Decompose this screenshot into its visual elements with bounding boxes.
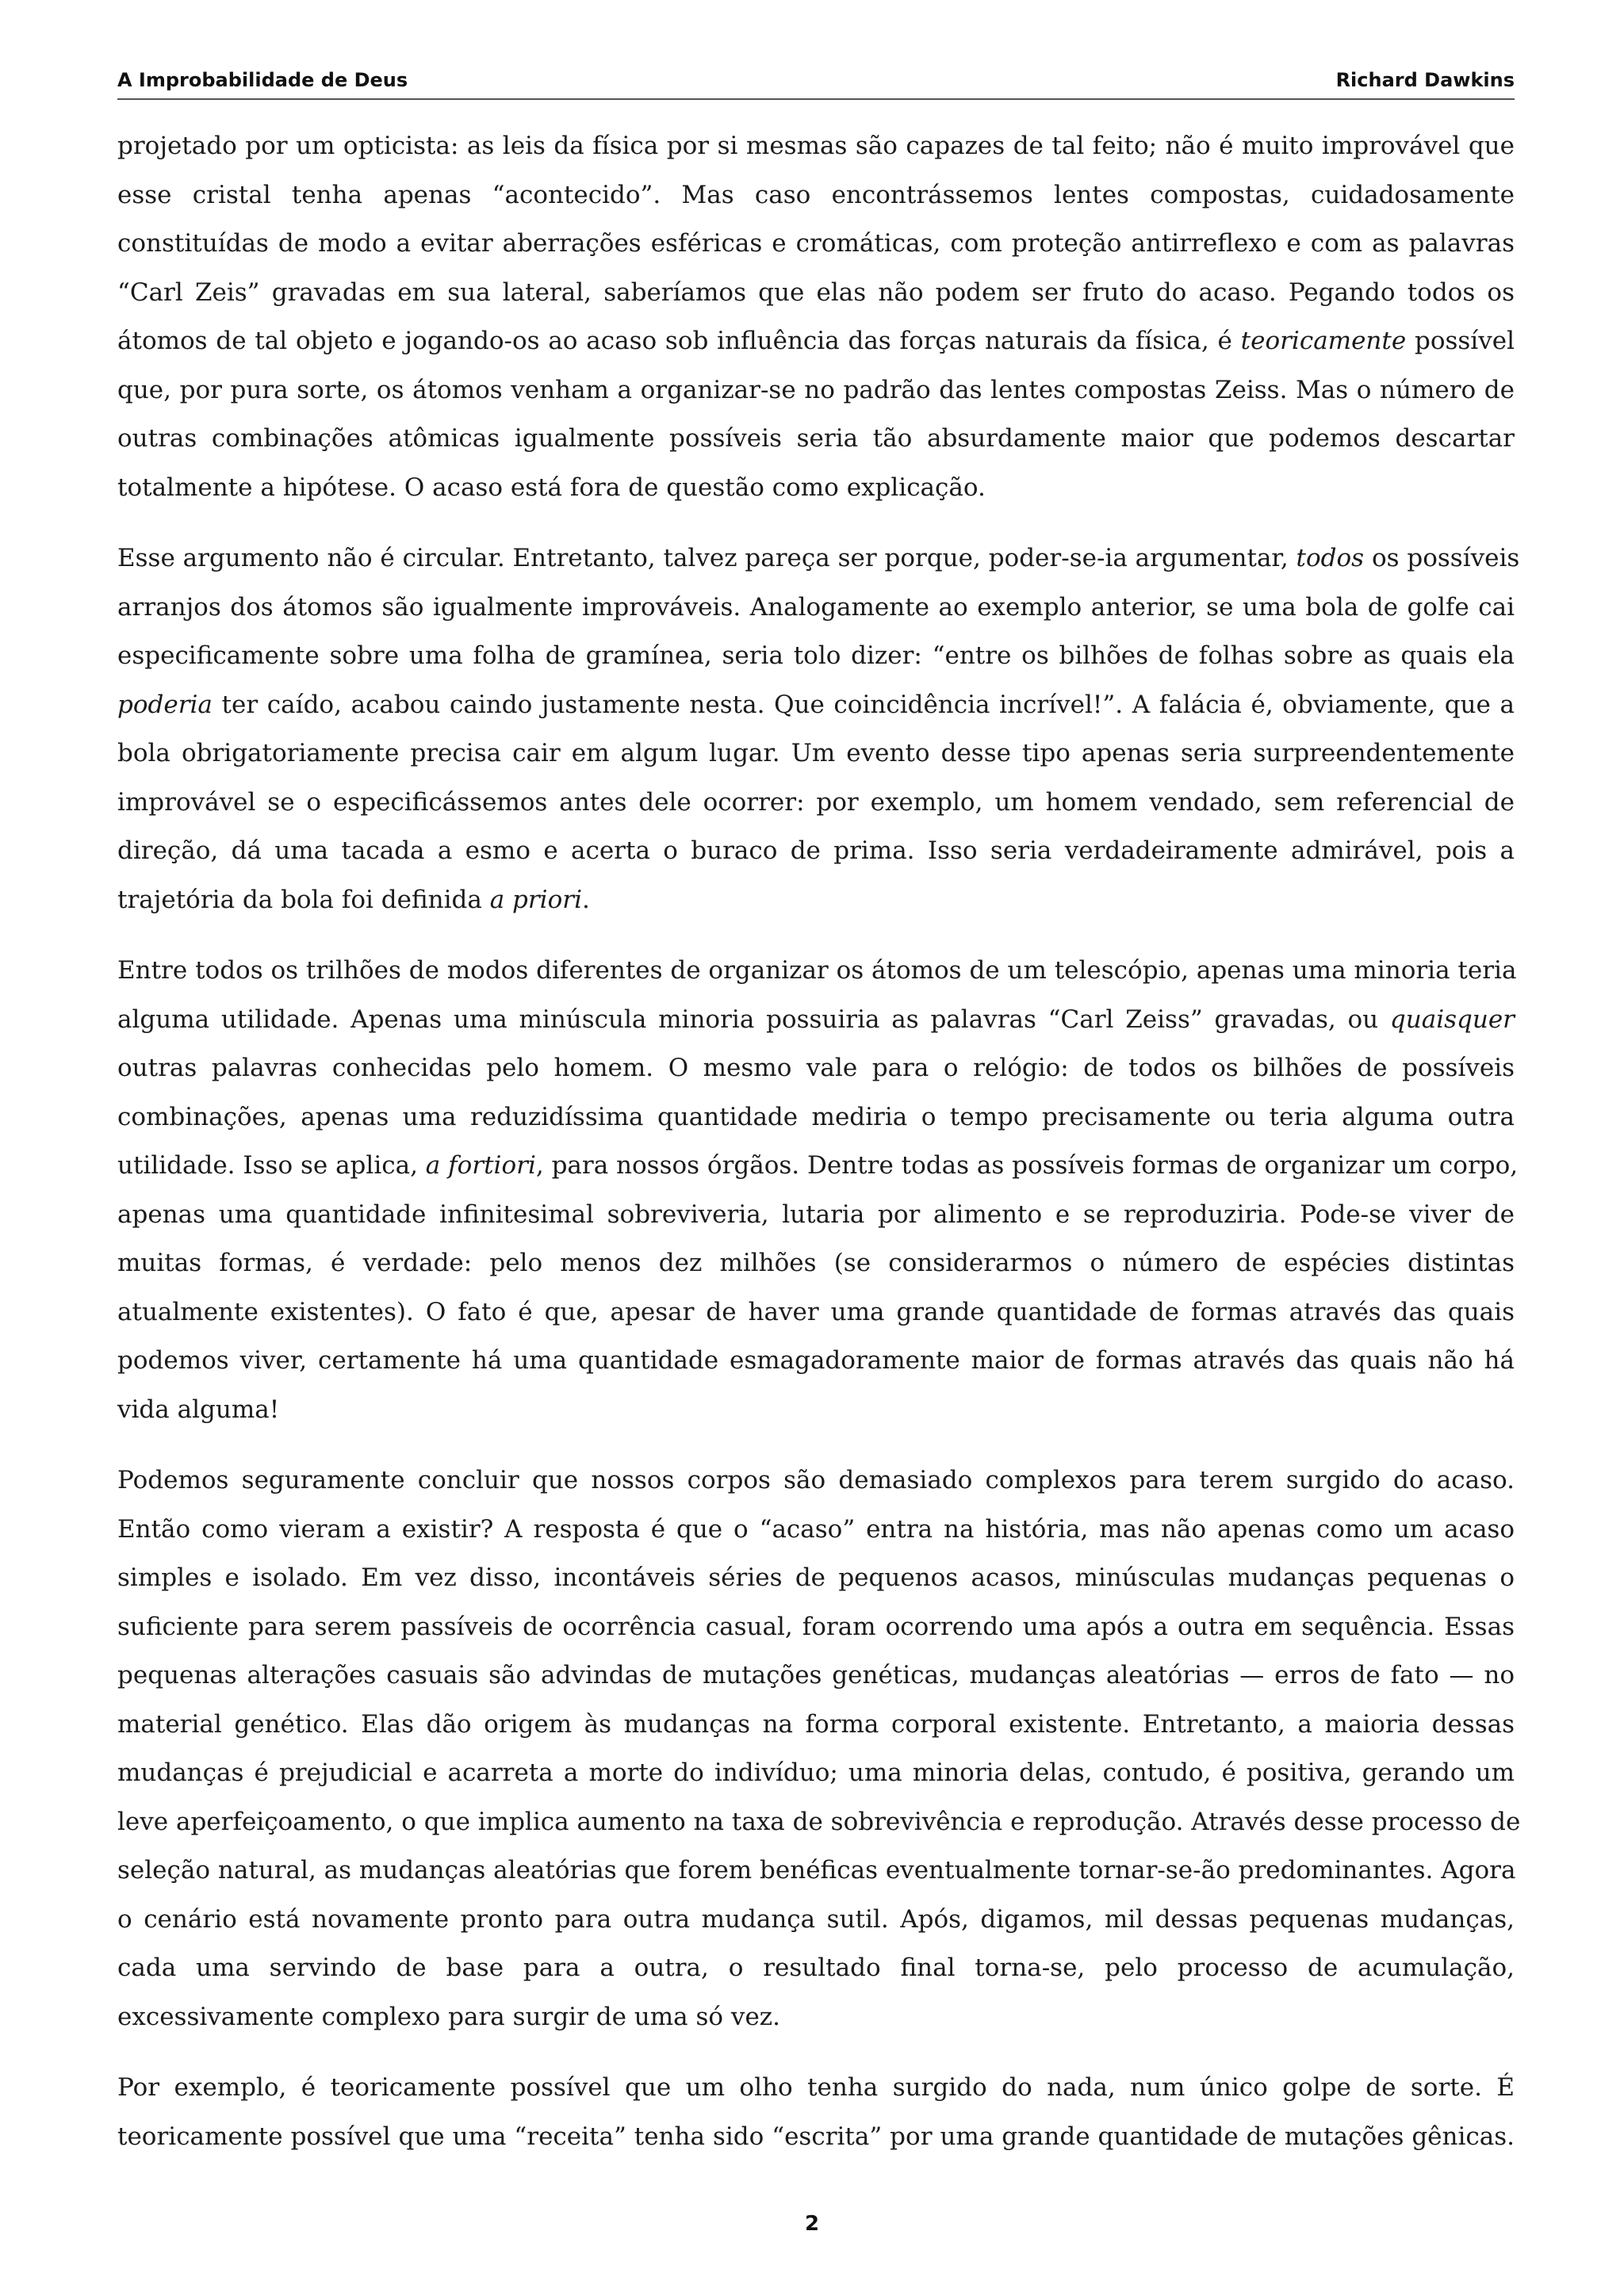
- text-line: [117, 269, 1515, 318]
- text-line: [117, 1386, 1515, 1435]
- text-run: leve aperfeiçoamento, o que implica aumento na taxa de sobrevivência e reprodução. Através desse processo de: [117, 1807, 1521, 1836]
- text-line: [117, 415, 1515, 464]
- text-line: [117, 947, 1515, 996]
- text-line: [117, 317, 1515, 366]
- text-run: vida alguma!: [117, 1395, 280, 1424]
- text-line: [117, 1288, 1515, 1337]
- text-run: pequenas alterações casuais são advindas de mutações genéticas, mudanças aleatórias — erros de fato — no: [117, 1661, 1515, 1689]
- text-line: [117, 220, 1515, 269]
- text-line: [117, 1944, 1515, 1993]
- text-line: [117, 1239, 1515, 1288]
- text-run: átomos de tal objeto e jogando-os ao acaso sob influência das forças naturais da física, é: [117, 327, 1241, 355]
- text-run: outras combinações atômicas igualmente possíveis seria tão absurdamente maior que podemos descartar: [117, 424, 1515, 453]
- text-line: [117, 1749, 1515, 1798]
- text-run: Podemos seguramente concluir que nossos corpos são demasiado complexos para terem surgido do acaso.: [117, 1466, 1515, 1494]
- text-run: apenas uma quantidade infinitesimal sobreviveria, lutaria por alimento e se reproduziria. Pode-se viver de: [117, 1200, 1515, 1229]
- text-run: utilidade. Isso se aplica,: [117, 1151, 426, 1180]
- text-line: [117, 1798, 1521, 1847]
- running-header: [117, 68, 1515, 100]
- paragraph: [117, 947, 1519, 1434]
- text-run: arranjos dos átomos são igualmente improváveis. Analogamente ao exemplo anterior, se uma bola de golfe cai: [117, 592, 1515, 622]
- text-run: o cenário está novamente pronto para outra mudança sutil. Após, digamos, mil dessas pequenas mudanças,: [117, 1904, 1515, 1934]
- text-line: [117, 1993, 1515, 2042]
- text-line: [117, 1191, 1515, 1240]
- text-line: [117, 464, 1515, 513]
- text-line: [117, 1846, 1515, 1896]
- text-run: Então como vieram a existir? A resposta é que o “acaso” entra na história, mas não apenas como um acaso: [117, 1514, 1515, 1544]
- text-line: [117, 729, 1515, 779]
- text-line: [117, 2113, 1515, 2162]
- paragraph: [117, 534, 1520, 924]
- text-run: mudanças é prejudicial e acarreta a morte do indivíduo; uma minoria delas, contudo, é positiva, gerando um: [117, 1758, 1515, 1787]
- text-run: totalmente a hipótese. O acaso está fora de questão como explicação.: [117, 473, 986, 502]
- text-run: constituídas de modo a evitar aberrações esféricas e cromáticas, com proteção antirreflexo e com as palavras: [117, 229, 1515, 258]
- text-run: Por exemplo, é teoricamente possível que um olho tenha surgido do nada, num único golpe de sorte. É: [117, 2073, 1515, 2102]
- text-run: teoricamente possível que uma “receita” tenha sido “escrita” por uma grande quantidade de mutações gênicas.: [117, 2122, 1515, 2151]
- text-line: [117, 122, 1515, 171]
- text-line: [117, 827, 1515, 876]
- text-line: [117, 366, 1515, 415]
- text-line: [117, 1701, 1515, 1750]
- text-run: projetado por um opticista: as leis da física por si mesmas são capazes de tal feito; não é muito improvável que: [117, 132, 1515, 160]
- text-line: [117, 1337, 1515, 1386]
- text-run: direção, dá uma tacada a esmo e acerta o buraco de prima. Isso seria verdadeiramente admirável, pois a: [117, 836, 1515, 865]
- text-run: combinações, apenas uma reduzidíssima quantidade mediria o tempo precisamente ou teria alguma outra: [117, 1102, 1515, 1131]
- text-line: [117, 534, 1520, 584]
- text-line: [117, 1044, 1515, 1093]
- text-line: [117, 1603, 1515, 1652]
- paragraph: [117, 2064, 1515, 2161]
- italic-text: teoricamente: [1240, 327, 1407, 355]
- text-line: [117, 2064, 1515, 2113]
- text-run: Esse argumento não é circular. Entretanto, talvez pareça ser porque, poder-se-ia argumentar,: [117, 544, 1297, 572]
- italic-text: poderia: [117, 690, 213, 719]
- text-line: [117, 1896, 1515, 1945]
- text-run: material genético. Elas dão origem às mudanças na forma corporal existente. Entretanto, a maioria dessas: [117, 1709, 1515, 1739]
- text-line: [117, 1506, 1515, 1555]
- page-number: 2: [804, 2212, 820, 2236]
- text-run: esse cristal tenha apenas “acontecido”. Mas caso encontrássemos lentes compostas, cuidadosamente: [117, 180, 1515, 209]
- text-run: Entre todos os trilhões de modos diferentes de organizar os átomos de um telescópio, apenas uma minoria teria: [117, 956, 1517, 985]
- text-run: os possíveis: [1364, 544, 1520, 572]
- text-line: [117, 1554, 1515, 1603]
- author-name: Richard Dawkins: [1335, 69, 1515, 91]
- italic-text: a fortiori: [425, 1151, 536, 1180]
- italic-text: a priori: [489, 885, 582, 914]
- text-run: .: [582, 885, 590, 914]
- text-run: possível: [1406, 327, 1515, 355]
- paragraph: [117, 122, 1515, 512]
- paragraph: [117, 1456, 1521, 2042]
- text-line: [117, 1456, 1515, 1506]
- text-run: seleção natural, as mudanças aleatórias que forem benéficas eventualmente tornar-se-ão predominantes. Agora: [117, 1856, 1516, 1885]
- text-line: [117, 681, 1515, 730]
- text-run: cada uma servindo de base para a outra, o resultado final torna-se, pelo processo de acumulação,: [117, 1954, 1515, 1982]
- text-run: excessivamente complexo para surgir de uma só vez.: [117, 2002, 780, 2031]
- text-run: podemos viver, certamente há uma quantidade esmagadoramente maior de formas através das quais não há: [117, 1346, 1515, 1375]
- text-line: [117, 1651, 1515, 1701]
- text-run: suficiente para serem passíveis de ocorrência casual, foram ocorrendo uma após a outra em sequência. Essas: [117, 1612, 1515, 1641]
- text-line: [117, 1142, 1519, 1191]
- book-title: A Improbabilidade de Deus: [117, 69, 408, 91]
- text-line: [117, 1093, 1515, 1142]
- text-line: [117, 996, 1515, 1045]
- text-run: bola obrigatoriamente precisa cair em algum lugar. Um evento desse tipo apenas seria surpreendentemente: [117, 739, 1515, 767]
- text-line: [117, 876, 1515, 925]
- text-run: improvável se o especificássemos antes dele ocorrer: por exemplo, um homem vendado, sem referencial de: [117, 787, 1515, 817]
- text-line: [117, 632, 1515, 681]
- text-run: , para nossos órgãos. Dentre todas as possíveis formas de organizar um corpo,: [535, 1151, 1519, 1180]
- text-line: [117, 584, 1515, 633]
- text-run: que, por pura sorte, os átomos venham a organizar-se no padrão das lentes compostas Zeiss. Mas o número de: [117, 375, 1515, 404]
- italic-text: todos: [1296, 544, 1365, 572]
- text-run: alguma utilidade. Apenas uma minúscula minoria possuiria as palavras “Carl Zeiss” gravadas, ou: [117, 1004, 1390, 1034]
- text-run: “Carl Zeis” gravadas em sua lateral, saberíamos que elas não podem ser fruto do acaso. Pegando todos os: [117, 277, 1515, 307]
- text-line: [117, 779, 1515, 828]
- italic-text: quaisquer: [1389, 1004, 1515, 1034]
- text-run: simples e isolado. Em vez disso, incontáveis séries de pequenos acasos, minúsculas mudanças pequenas o: [117, 1563, 1515, 1592]
- text-run: outras palavras conhecidas pelo homem. O mesmo vale para o relógio: de todos os bilhões de possíveis: [117, 1054, 1515, 1082]
- text-run: muitas formas, é verdade: pelo menos dez milhões (se considerarmos o número de espécies distintas: [117, 1249, 1515, 1277]
- text-run: especificamente sobre uma folha de gramínea, seria tolo dizer: “entre os bilhões de folhas sobre as quais ela: [117, 641, 1515, 670]
- text-line: [117, 171, 1515, 220]
- text-run: trajetória da bola foi definida: [117, 885, 490, 914]
- body-text: [117, 122, 1521, 2183]
- text-run: atualmente existentes). O fato é que, apesar de haver uma grande quantidade de formas através das quais: [117, 1297, 1515, 1326]
- text-run: ter caído, acabou caindo justamente nesta. Que coincidência incrível!”. A falácia é, obviamente, que a: [212, 690, 1515, 719]
